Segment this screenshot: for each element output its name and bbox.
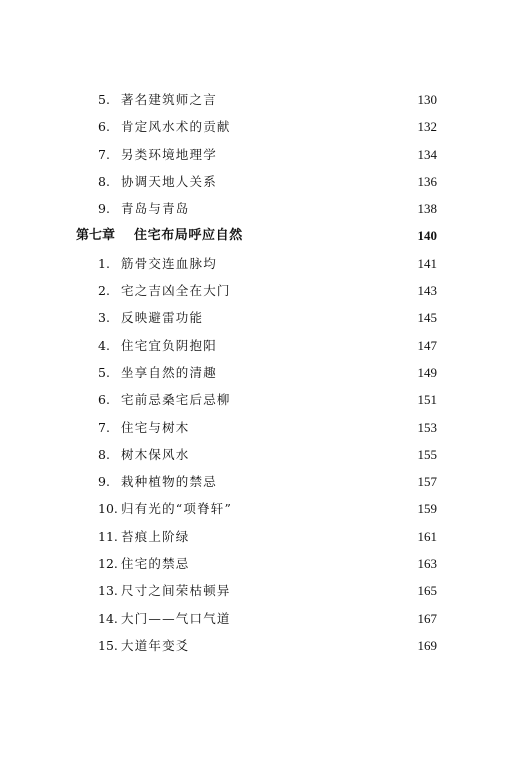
entry-title: 宅前忌桑宅后忌柳 bbox=[121, 392, 231, 408]
entry-number: 7. bbox=[98, 146, 110, 162]
toc-entry[interactable] bbox=[0, 195, 519, 222]
table-of-contents bbox=[0, 86, 519, 659]
entry-title: 另类环境地理学 bbox=[121, 146, 217, 162]
entry-number: 10. bbox=[98, 501, 118, 517]
toc-entry[interactable] bbox=[0, 468, 519, 495]
entry-title: 著名建筑师之言 bbox=[121, 92, 217, 107]
entry-number: 8. bbox=[98, 446, 110, 462]
entry-page-number: 159 bbox=[417, 501, 437, 517]
entry-number: 3. bbox=[98, 310, 110, 326]
entry-page-number: 153 bbox=[417, 419, 437, 435]
entry-page-number: 134 bbox=[417, 146, 437, 162]
toc-entry[interactable] bbox=[0, 605, 519, 632]
entry-title: 住宅的禁忌 bbox=[121, 556, 190, 572]
entry-title: 尺寸之间荣枯顿异 bbox=[121, 583, 231, 599]
toc-entry[interactable] bbox=[0, 495, 519, 522]
toc-entry[interactable] bbox=[0, 332, 519, 359]
toc-entry[interactable] bbox=[0, 441, 519, 468]
entry-title: 大道年变爻 bbox=[121, 637, 190, 653]
entry-title: 归有光的“项脊轩” bbox=[121, 501, 233, 517]
entry-page-number: 130 bbox=[417, 92, 437, 107]
entry-number: 14. bbox=[98, 610, 118, 626]
entry-number: 6. bbox=[98, 392, 110, 408]
entry-page-number: 169 bbox=[417, 637, 437, 653]
entry-page-number: 167 bbox=[417, 610, 437, 626]
entry-number: 5. bbox=[98, 92, 110, 107]
entry-page-number: 155 bbox=[417, 446, 437, 462]
chapter-page-number: 140 bbox=[417, 228, 437, 244]
entry-number: 8. bbox=[98, 173, 110, 189]
toc-entry[interactable] bbox=[0, 304, 519, 331]
entry-number: 11. bbox=[98, 528, 118, 544]
entry-title: 青岛与青岛 bbox=[121, 201, 190, 217]
toc-entry[interactable] bbox=[0, 359, 519, 386]
entry-page-number: 161 bbox=[417, 528, 437, 544]
toc-entry[interactable] bbox=[0, 141, 519, 168]
entry-title: 筋骨交连血脉均 bbox=[121, 255, 217, 271]
entry-page-number: 157 bbox=[417, 474, 437, 490]
entry-page-number: 136 bbox=[417, 173, 437, 189]
entry-page-number: 163 bbox=[417, 556, 437, 572]
entry-number: 12. bbox=[98, 556, 118, 572]
entry-number: 6. bbox=[98, 119, 110, 135]
toc-entry[interactable] bbox=[0, 577, 519, 604]
entry-page-number: 151 bbox=[417, 392, 437, 408]
entry-title: 苔痕上阶绿 bbox=[121, 528, 190, 544]
toc-entry[interactable] bbox=[0, 168, 519, 195]
entry-title: 住宅与树木 bbox=[121, 419, 190, 435]
entry-title: 肯定风水术的贡献 bbox=[121, 119, 231, 135]
entry-page-number: 147 bbox=[417, 337, 437, 353]
entry-number: 1. bbox=[98, 255, 110, 271]
entry-title: 反映避雷功能 bbox=[121, 310, 204, 326]
entry-number: 9. bbox=[98, 201, 110, 217]
entry-title: 协调天地人关系 bbox=[121, 173, 217, 189]
entry-page-number: 145 bbox=[417, 310, 437, 326]
entry-page-number: 138 bbox=[417, 201, 437, 217]
entry-number: 13. bbox=[98, 583, 118, 599]
entry-page-number: 141 bbox=[417, 255, 437, 271]
entry-number: 15. bbox=[98, 637, 118, 653]
entry-title: 坐享自然的清趣 bbox=[121, 364, 217, 380]
toc-entry[interactable] bbox=[0, 113, 519, 140]
toc-entry[interactable] bbox=[0, 277, 519, 304]
toc-entry[interactable] bbox=[0, 414, 519, 441]
entry-number: 7. bbox=[98, 419, 110, 435]
entry-page-number: 149 bbox=[417, 364, 437, 380]
entry-number: 9. bbox=[98, 474, 110, 490]
chapter-title: 住宅布局呼应自然 bbox=[134, 228, 243, 244]
toc-entry[interactable] bbox=[0, 86, 519, 113]
entry-number: 5. bbox=[98, 364, 110, 380]
entry-page-number: 165 bbox=[417, 583, 437, 599]
entry-title: 栽种植物的禁忌 bbox=[121, 474, 217, 490]
toc-entry[interactable] bbox=[0, 250, 519, 277]
toc-entry[interactable] bbox=[0, 632, 519, 659]
entry-number: 4. bbox=[98, 337, 110, 353]
entry-title: 住宅宜负阴抱阳 bbox=[121, 337, 217, 353]
entry-page-number: 143 bbox=[417, 283, 437, 299]
toc-chapter-heading[interactable] bbox=[0, 222, 519, 249]
entry-title: 宅之吉凶全在大门 bbox=[121, 283, 231, 299]
toc-entry[interactable] bbox=[0, 550, 519, 577]
entry-title: 大门——气口气道 bbox=[121, 610, 231, 626]
chapter-label: 第七章 bbox=[76, 228, 116, 244]
toc-entry[interactable] bbox=[0, 386, 519, 413]
toc-entry[interactable] bbox=[0, 523, 519, 550]
entry-title: 树木保风水 bbox=[121, 446, 190, 462]
entry-page-number: 132 bbox=[417, 119, 437, 135]
entry-number: 2. bbox=[98, 283, 110, 299]
